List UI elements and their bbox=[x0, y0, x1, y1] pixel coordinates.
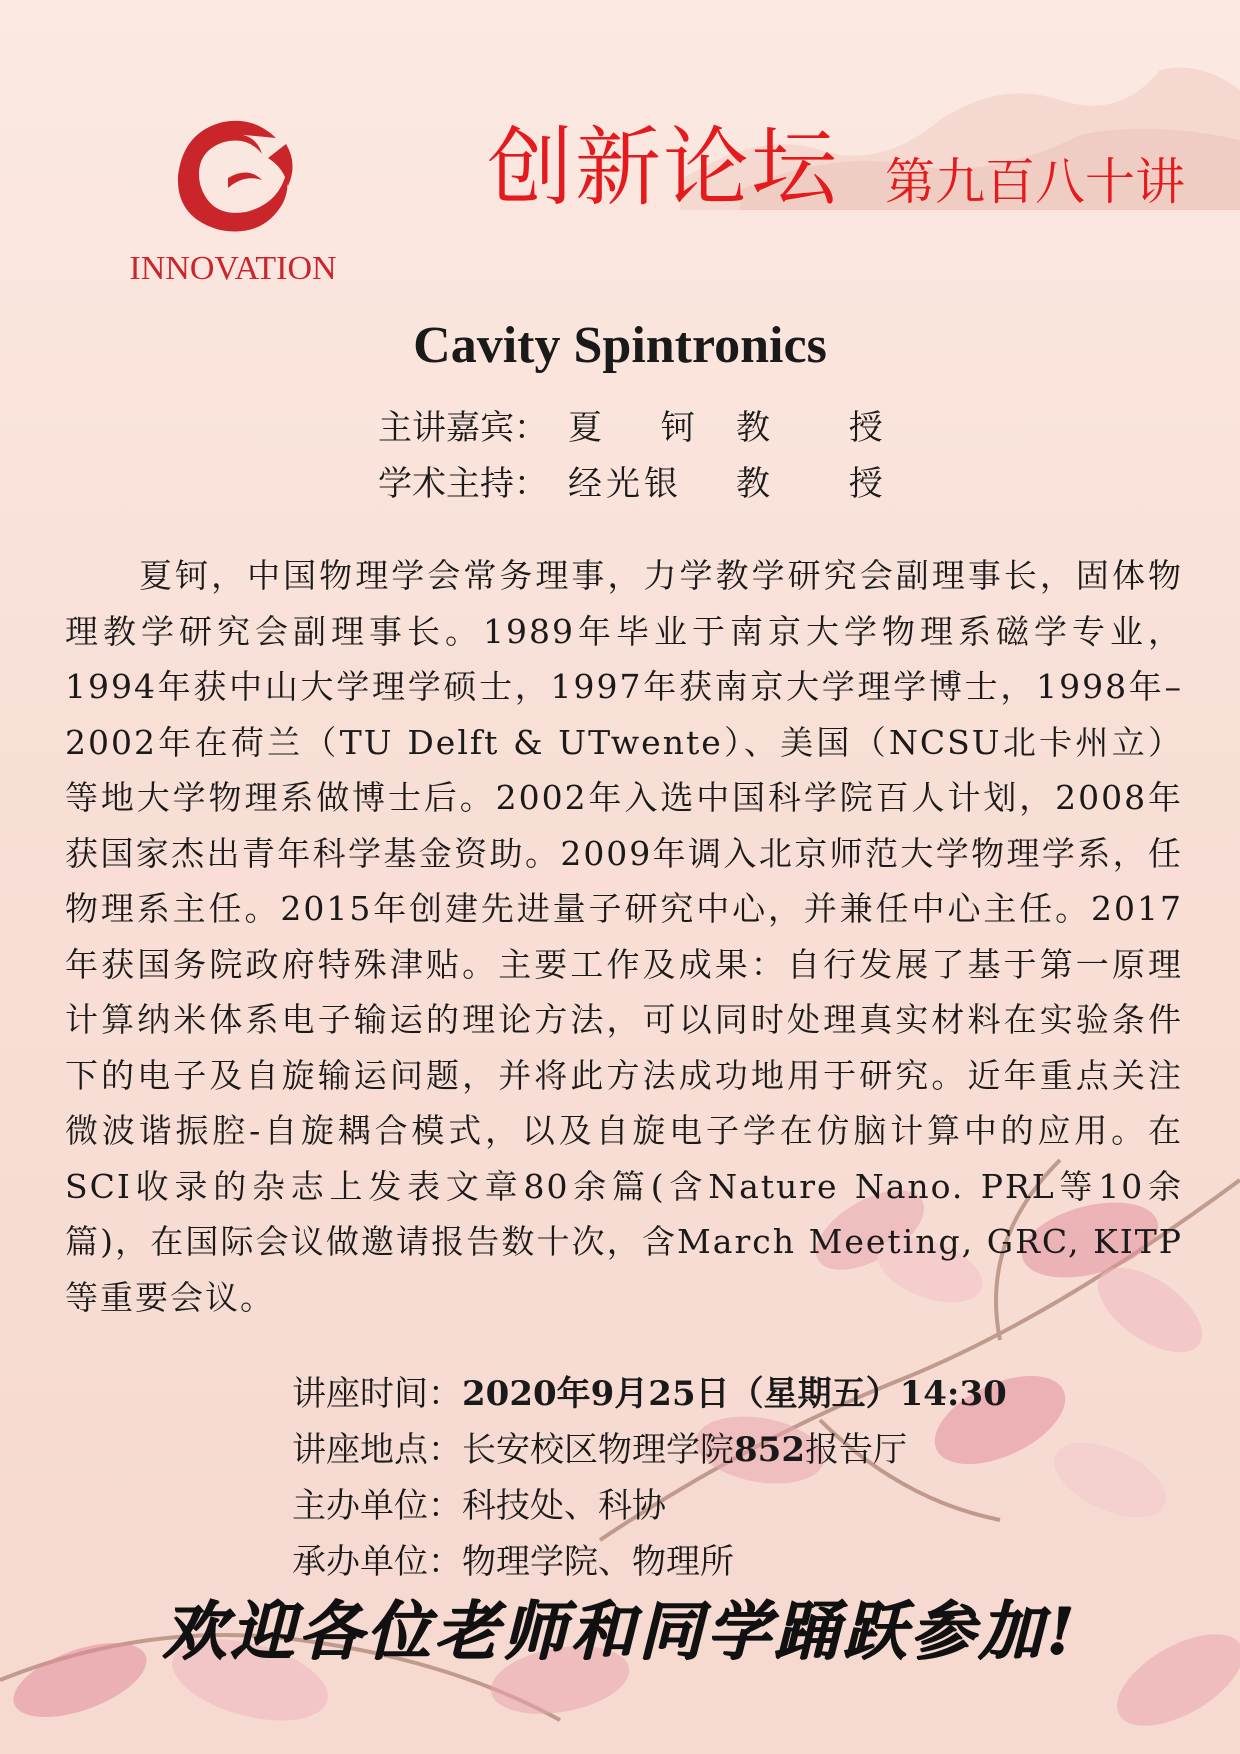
undertaker-value: 物理学院、物理所 bbox=[462, 1542, 734, 1582]
time-value: 2020年9月25日（星期五）14:30 bbox=[462, 1374, 1007, 1414]
place-row bbox=[292, 1422, 1007, 1478]
host-row bbox=[378, 456, 917, 512]
speaker-label: 主讲嘉宾： bbox=[378, 408, 548, 448]
speaker-bio: 夏钶，中国物理学会常务理事，力学教学研究会副理事长，固体物理教学研究会副理事长。1989年毕业于南京大学物理系磁学专业，1994年获中山大学理学硕士，1997年获南京大学理学博士，1998年–2002年在荷兰（TU Delft & UTwente）、美国（NCSU北卡州立）等地大学物理系做博士后。2002年入选中国科学院百人计划，2008年获国家杰出青年科学基金资助。2009年调入北京师范大学物理学系，任物理系主任。2015年创建先进量子研究中心，并兼任中心主任。2017年获国务院政府特殊津贴。主要工作及成果：自行发展了基于第一原理计算纳米体系电子输运的理论方法，可以同时处理真实材料在实验条件下的电子及自旋输运问题，并将此方法成功地用于研究。近年重点关注微波谐振腔-自旋耦合模式，以及自旋电子学在仿脑计算中的应用。在SCI收录的杂志上发表文章80余篇(含Nature Nano. PRL等10余篇)，在国际会议做邀请报告数十次，含March Meeting, GRC, KITP等重要会议。 bbox=[65, 556, 1183, 1317]
place-value-c: 报告厅 bbox=[804, 1430, 907, 1470]
place-value-a: 长安校区物理学院 bbox=[462, 1430, 734, 1470]
place-value-b: 852 bbox=[734, 1430, 805, 1470]
host-label: 学术主持： bbox=[378, 464, 548, 504]
undertaker-row bbox=[292, 1534, 1007, 1590]
organizer-row bbox=[292, 1478, 1007, 1534]
speaker-name: 夏 钶 bbox=[568, 408, 719, 448]
speaker-row bbox=[378, 400, 917, 456]
speaker-block bbox=[378, 400, 917, 512]
welcome-message: 欢迎各位老师和同学踊跃参加! bbox=[161, 1594, 1079, 1669]
undertaker-label: 承办单位： bbox=[292, 1542, 462, 1582]
host-name: 经光银 bbox=[568, 464, 682, 504]
place-label: 讲座地点： bbox=[292, 1430, 462, 1470]
host-title: 教 授 bbox=[736, 464, 917, 504]
speaker-title: 教 授 bbox=[736, 408, 917, 448]
logo-text: INNOVATION bbox=[129, 250, 337, 287]
swirl-logo-icon bbox=[158, 108, 308, 243]
forum-title: 创新论坛 bbox=[487, 118, 839, 218]
time-row bbox=[292, 1366, 1007, 1422]
organizer-value: 科技处、科协 bbox=[462, 1486, 666, 1526]
innovation-logo bbox=[118, 108, 348, 288]
time-label: 讲座时间： bbox=[292, 1374, 462, 1414]
lecture-number: 第九百八十讲 bbox=[885, 153, 1185, 211]
talk-title: Cavity Spintronics bbox=[413, 317, 827, 374]
organizer-label: 主办单位： bbox=[292, 1486, 462, 1526]
lecture-details bbox=[292, 1366, 1007, 1590]
